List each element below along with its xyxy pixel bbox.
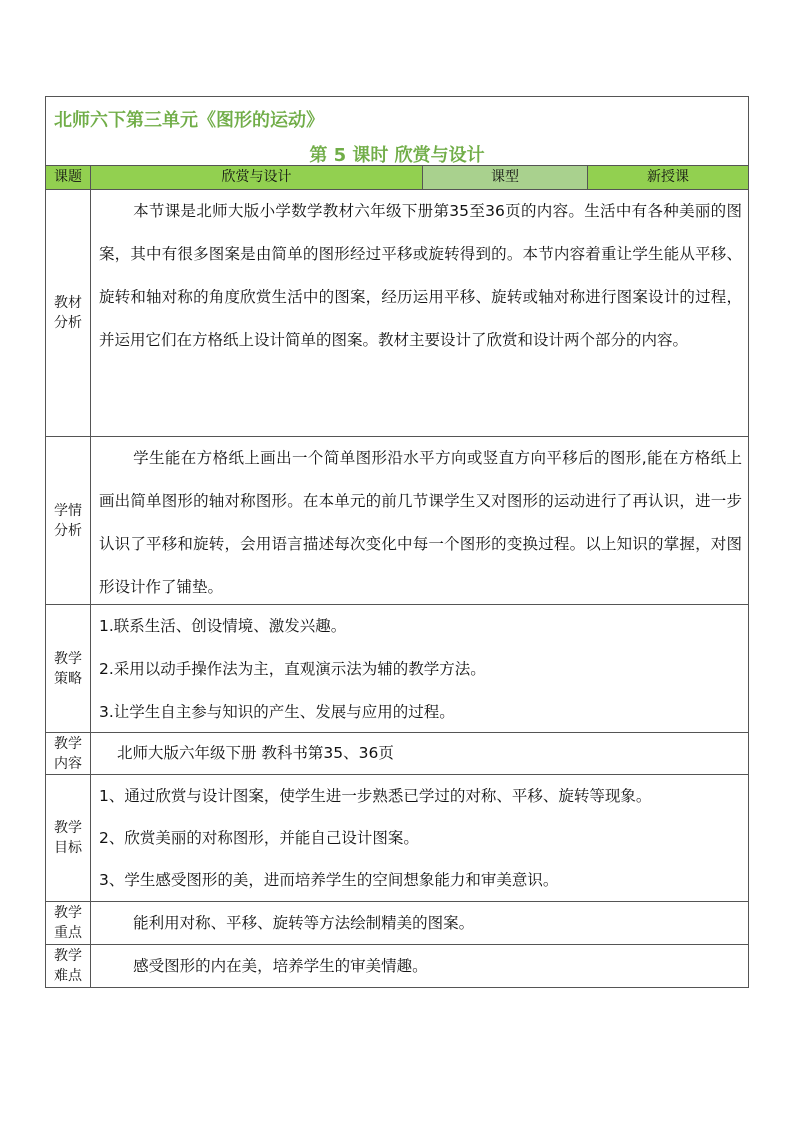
teaching-goals-label: 教学目标 (46, 775, 91, 901)
difficult-points-text: 感受图形的内在美，培养学生的审美情趣。 (133, 957, 428, 975)
goal-item: 3、学生感受图形的美，进而培养学生的空间想象能力和审美意识。 (99, 871, 559, 889)
difficult-points-label: 教学难点 (46, 945, 91, 987)
key-points-label: 教学重点 (46, 902, 91, 944)
title-row (46, 97, 748, 166)
key-points-row (46, 902, 748, 945)
header-row (46, 166, 748, 190)
teaching-content-label: 教学内容 (46, 733, 91, 774)
lesson-type-value: 新授课 (588, 166, 748, 189)
teaching-strategy-row (46, 605, 748, 733)
material-analysis-label: 教材分析 (46, 190, 91, 436)
teaching-content-row (46, 733, 748, 775)
student-analysis-row (46, 437, 748, 605)
student-analysis-text: 学生能在方格纸上画出一个简单图形沿水平方向或竖直方向平移后的图形,能在方格纸上画出简单图形的轴对称图形。在本单元的前几节课学生又对图形的运动进行了再认识，进一步认识了平移和旋转，会用语言描述每次变化中每一个图形的变换过程。以上知识的掌握，对图形设计作了铺垫。 (99, 449, 742, 596)
student-analysis-label: 学情分析 (46, 437, 91, 604)
material-analysis-row (46, 190, 748, 437)
material-analysis-text: 本节课是北师大版小学数学教材六年级下册第35至36页的内容。生活中有各种美丽的图案，其中有很多图案是由简单的图形经过平移或旋转得到的。本节内容着重让学生能从平移、旋转和轴对称的角度欣赏生活中的图案，经历运用平移、旋转或轴对称进行图案设计的过程，并运用它们在方格纸上设计简单的图案。教材主要设计了欣赏和设计两个部分的内容。 (99, 202, 742, 349)
lesson-type-label: 课型 (423, 166, 588, 189)
topic-label: 课题 (46, 166, 91, 189)
difficult-points-row (46, 945, 748, 987)
teaching-content-text: 北师大版六年级下册 教科书第35、36页 (117, 744, 394, 762)
teaching-strategy-list (91, 605, 748, 732)
goal-item: 2、欣赏美丽的对称图形，并能自己设计图案。 (99, 829, 419, 847)
lesson-title: 第 5 课时 欣赏与设计 (309, 145, 485, 166)
teaching-goals-list (91, 775, 748, 901)
strategy-item: 3.让学生自主参与知识的产生、发展与应用的过程。 (99, 703, 455, 721)
teaching-goals-row (46, 775, 748, 902)
goal-item: 1、通过欣赏与设计图案，使学生进一步熟悉已学过的对称、平移、旋转等现象。 (99, 787, 652, 805)
topic-value: 欣赏与设计 (91, 166, 423, 189)
lesson-plan-table (45, 96, 749, 988)
series-title: 北师六下第三单元《图形的运动》 (54, 110, 324, 131)
strategy-item: 1.联系生活、创设情境、激发兴趣。 (99, 617, 347, 635)
teaching-strategy-label: 教学策略 (46, 605, 91, 732)
key-points-text: 能利用对称、平移、旋转等方法绘制精美的图案。 (133, 914, 475, 932)
strategy-item: 2.采用以动手操作法为主，直观演示法为辅的教学方法。 (99, 660, 486, 678)
